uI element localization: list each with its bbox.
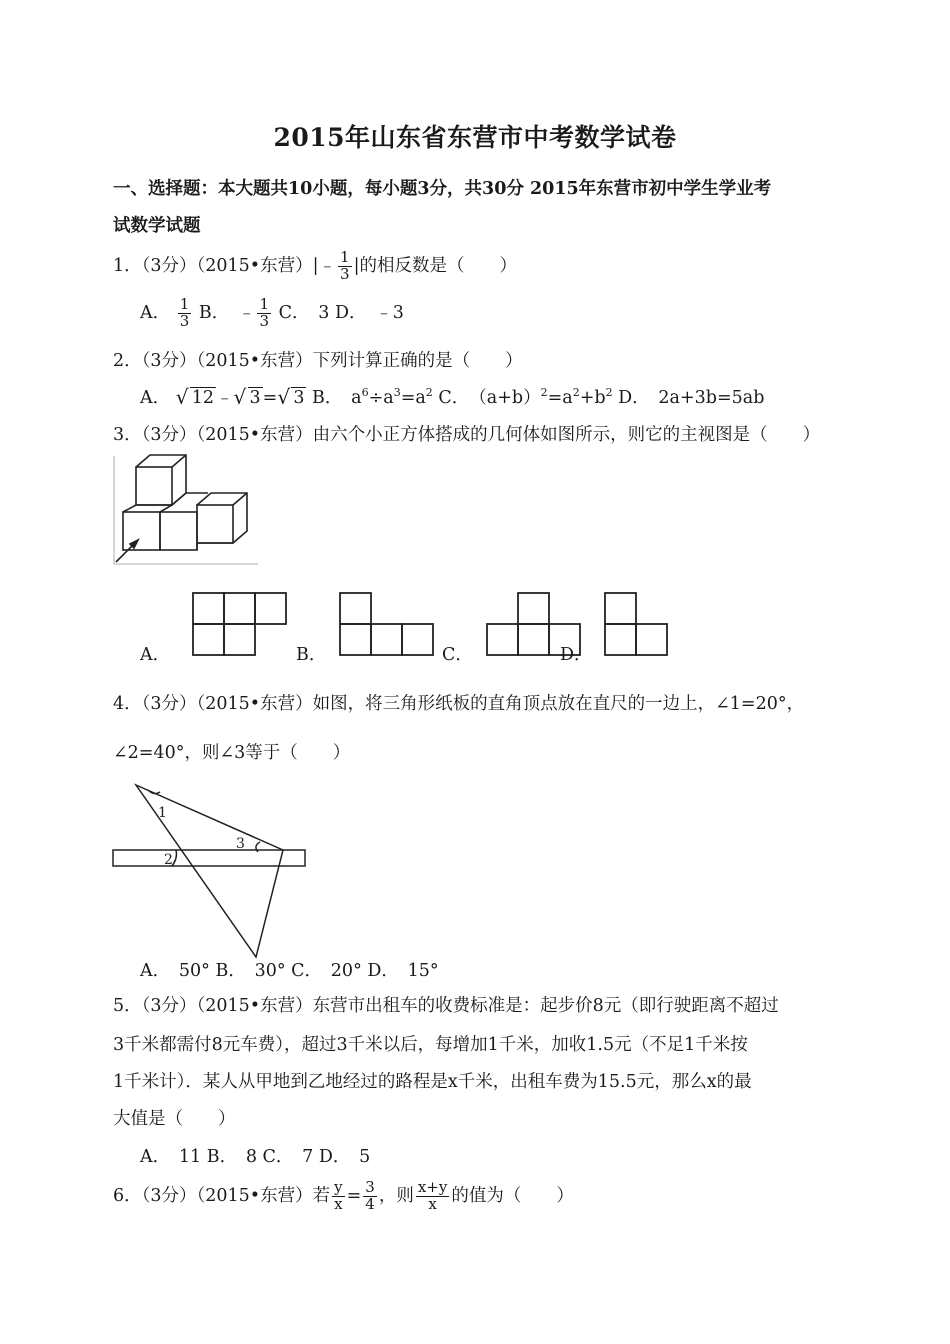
question-2-stem: 2．（3分）（2015•东营）下列计算正确的是（ ） (113, 351, 523, 371)
angle-2-label: 2 (164, 852, 173, 868)
q4-triangle-ruler-figure (108, 780, 313, 960)
q1-option-d: D． ﹣3 (334, 302, 404, 323)
question-5-line4: 大值是（ ） (113, 1109, 236, 1129)
q1-suffix: |的相反数是（ ） (353, 255, 517, 276)
q3-cube-figure (108, 452, 260, 568)
question-4-stem-line2: ∠2=40°，则∠3等于（ ） (113, 743, 351, 763)
angle-3-label: 3 (236, 836, 245, 852)
q5-options: A． 11 B． 8 C． 7 D． 5 (140, 1147, 371, 1167)
question-1-stem (113, 250, 517, 283)
q1-prefix: 1．（3分）（2015•东营）|﹣ (113, 255, 337, 276)
page-title: 2015年山东省东营市中考数学试卷 (273, 123, 677, 152)
question-4-stem-line1: 4．（3分）（2015•东营）如图，将三角形纸板的直角顶点放在直尺的一边上，∠1=20°， (113, 694, 805, 714)
q2-option-d: D． 2a+3b=5ab (618, 388, 765, 408)
q4-options: A． 50° B． 30° C． 20° D． 15° (140, 961, 439, 981)
section-heading-line2: 试数学试题 (113, 216, 201, 236)
q3-option-a-figure (192, 592, 288, 658)
q1-option-b: B． ﹣ (198, 302, 256, 323)
question-5-line3: 1千米计）．某人从甲地到乙地经过的路程是x千米，出租车费为15.5元，那么x的最 (113, 1072, 752, 1092)
q1-fraction: $\frac{1}{3}$ (340, 248, 350, 283)
question-3-stem: 3．（3分）（2015•东营）由六个小正方体搭成的几何体如图所示，则它的主视图是（ ） (113, 425, 821, 445)
question-5-line1: 5．（3分）（2015•东营）东营市出租车的收费标准是：起步价8元（即行驶距离不超过 (113, 996, 779, 1016)
section-heading-line1: 一、选择题：本大题共10小题，每小题3分，共30分 2015年东营市初中学生学业考 (113, 179, 772, 199)
q1-options: A． $\frac{1}{3}$ B． ﹣ $\frac{1}{3}$ C． 3 D． ﹣3 (140, 295, 404, 330)
q3-option-b-figure (339, 592, 435, 658)
q3-option-c: C． (442, 645, 473, 665)
q1-option-c: C． 3 (278, 302, 330, 323)
question-5-line2: 3千米都需付8元车费），超过3千米以后，每增加1千米，加收1.5元（不足1千米按 (113, 1035, 748, 1055)
q2-options: A． √ 12 ﹣√ 3 =√ 3 B． $a^6\div a^3=a^2$ C． $(a+b)^2=a^2+b^2$ D． 2a+3b=5ab (140, 384, 764, 409)
q3-option-a: A． (140, 645, 171, 665)
q1-option-a: A． (140, 302, 171, 323)
q2-option-c: C． （a+b） (438, 388, 541, 408)
q3-option-b: B． (296, 645, 327, 665)
angle-1-label: 1 (158, 805, 167, 821)
q2-option-b: B． a (312, 388, 362, 408)
q2-option-a: A． (140, 388, 171, 408)
q3-option-d: D． (560, 645, 592, 665)
question-6-stem: 6．（3分）（2015•东营）若 $\frac{y}{x}$ = $\frac{3}{4}$ ，则 $\frac{x+y}{x}$ 的值为（ ） (113, 1178, 574, 1213)
q3-option-d-figure (604, 592, 670, 658)
